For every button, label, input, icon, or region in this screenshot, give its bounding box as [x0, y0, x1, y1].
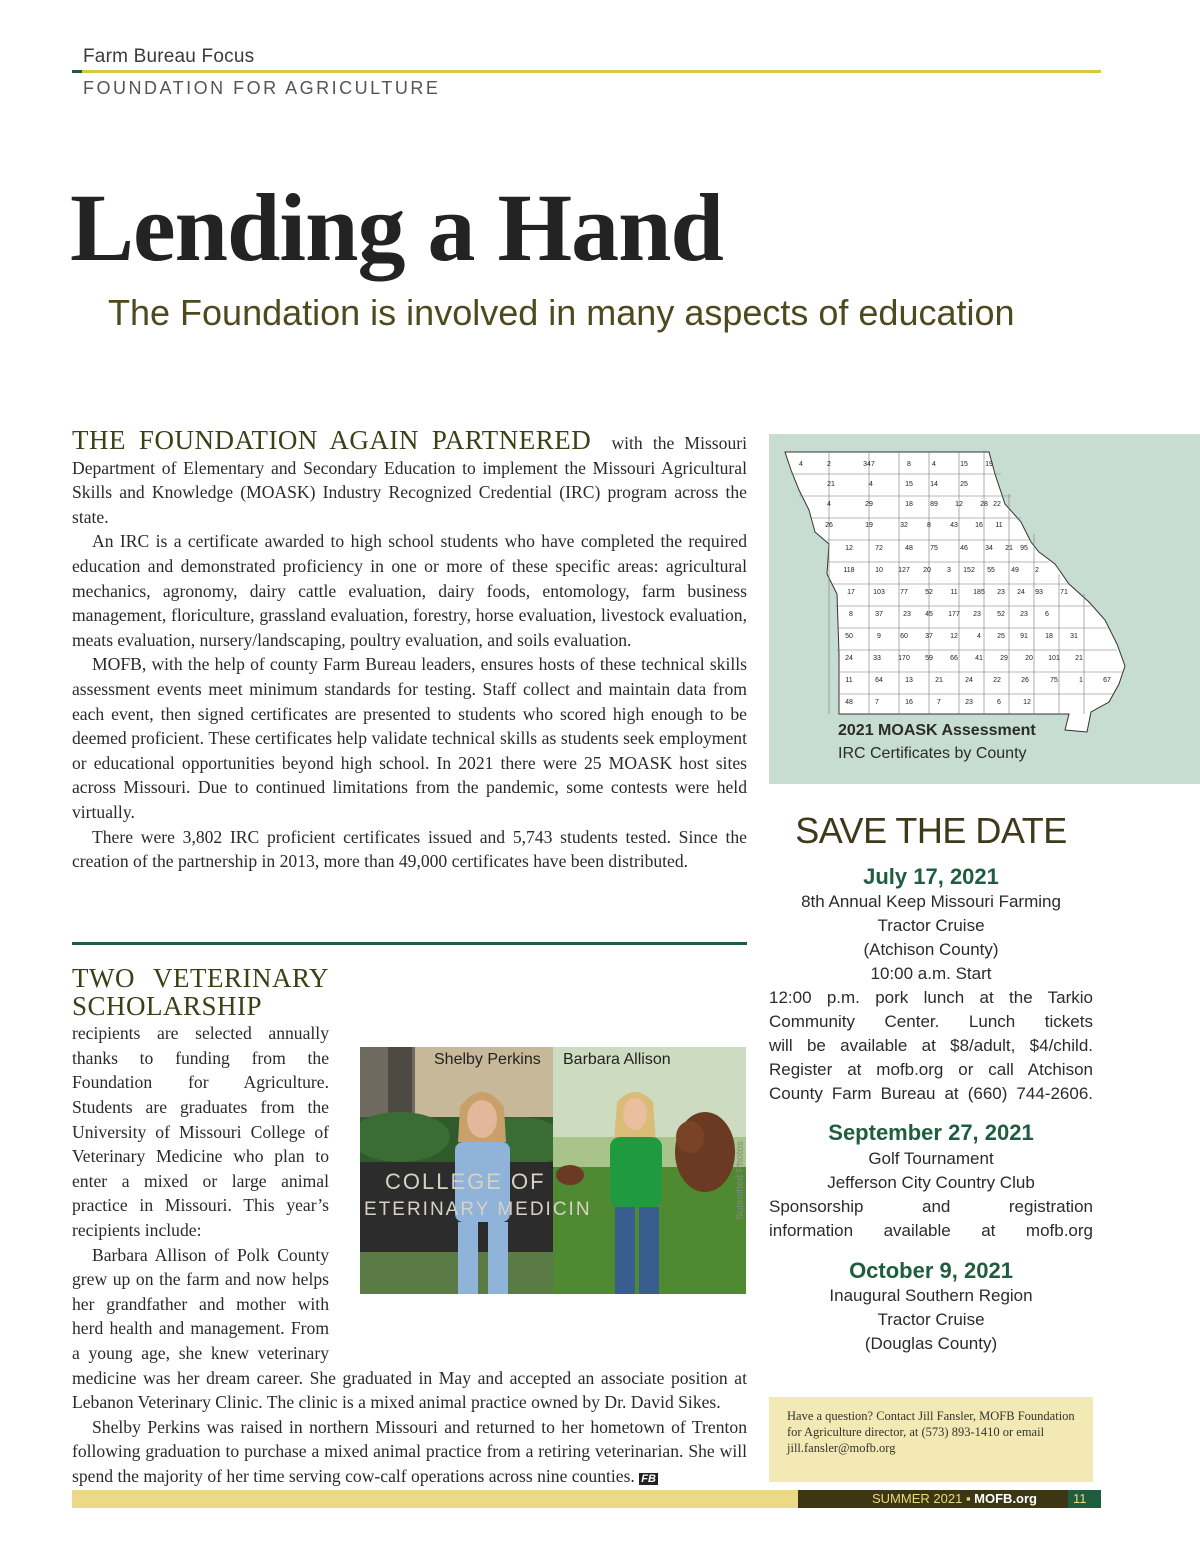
county-count: 25 — [997, 633, 1005, 640]
county-count: 8 — [907, 461, 911, 468]
county-count: 10 — [875, 567, 883, 574]
county-count: 66 — [950, 655, 958, 662]
event-2-details — [769, 1195, 1093, 1243]
paragraph — [72, 425, 747, 529]
county-count: 24 — [845, 655, 853, 662]
event-3-line: Inaugural Southern Region — [829, 1286, 1033, 1305]
sign-text-line1: COLLEGE OF — [385, 1169, 546, 1194]
county-count: 8 — [849, 611, 853, 618]
sign-text-line2: ETERINARY MEDICIN — [364, 1199, 592, 1220]
county-count: 118 — [843, 567, 855, 574]
event-3-line: (Douglas County) — [864, 1334, 998, 1353]
county-count: 72 — [875, 545, 883, 552]
paragraph-text: with the Missouri Department of Elementary and Secondary Education to implement the Missouri Agricultural Skills and Knowledge (MOASK) Industry Recognized Credential (IRC) program across the state. — [72, 433, 747, 527]
county-count: 60 — [900, 633, 908, 640]
lead-in: TWO VETERINARY SCHOLARSHIP — [72, 963, 329, 1021]
county-count: 2 — [827, 461, 831, 468]
county-count: 48 — [845, 699, 853, 706]
county-count: 6 — [997, 699, 1001, 706]
paragraph: An IRC is a certificate awarded to high school students who have completed the required education and demonstrated proficiency in one or more of these specific areas: agricultural mechanics, agronomy, dairy cattle evaluation, dairy foods, entomology, farm business management, floriculture, grassland evaluation, forestry, horse evaluation, livestock evaluation, meats evaluation, nursery/landscaping, poultry evaluation, and soils evaluation. — [72, 531, 747, 650]
county-count: 25 — [960, 481, 968, 488]
article-title: Lending a Hand — [70, 174, 723, 281]
event-1-date: July 17, 2021 — [863, 864, 999, 889]
county-count: 22 — [993, 677, 1001, 684]
county-count: 152 — [963, 567, 975, 574]
county-count: 29 — [865, 501, 873, 508]
end-mark-icon: FB — [641, 1472, 656, 1485]
county-count: 11 — [845, 677, 853, 684]
event-1-detail-line: will be available at $8/adult, $4/child. — [769, 1036, 1093, 1055]
contact-box — [769, 1397, 1093, 1482]
county-count: 22 — [993, 501, 1001, 508]
event-1-detail-line: 12:00 p.m. pork lunch at the Tarkio — [769, 988, 1093, 1007]
footer-site-link[interactable]: MOFB.org — [974, 1491, 1037, 1506]
section-divider — [72, 942, 747, 945]
county-count: 75 — [930, 545, 938, 552]
county-count: 8 — [927, 522, 931, 529]
scholarship-photo — [360, 1047, 746, 1294]
county-count: 9 — [877, 633, 881, 640]
county-count: 71 — [1060, 589, 1068, 596]
county-count: 15 — [905, 481, 913, 488]
paragraph: There were 3,802 IRC proficient certificates issued and 5,743 students tested. Since the creation of the partnership in 2013, more than 49,000 certificates have been distributed. — [72, 826, 747, 872]
county-count: 101 — [1048, 655, 1060, 662]
county-count: 55 — [987, 567, 995, 574]
county-count: 12 — [1023, 699, 1031, 706]
county-count: 2 — [1035, 567, 1039, 574]
header-rule — [72, 70, 1101, 73]
county-count: 24 — [1017, 589, 1025, 596]
county-count: 49 — [1011, 567, 1019, 574]
section-label: FOUNDATION FOR AGRICULTURE — [83, 78, 441, 98]
map-caption-subtitle: IRC Certificates by County — [838, 745, 1027, 762]
county-count: 13 — [905, 677, 913, 684]
county-count: 77 — [900, 589, 908, 596]
county-count: 12 — [955, 501, 963, 508]
county-count: 7 — [875, 699, 879, 706]
county-count: 64 — [875, 677, 883, 684]
paragraph-text: recipients are selected annually thanks to funding from the Foundation for Agriculture. Students are graduates from the University of Missouri College of Veterinary Medicine who plan to enter a mixed or large animal practice in Missouri. This year’s recipients include: — [72, 1023, 329, 1240]
county-count: 4 — [977, 633, 981, 640]
county-count: 1 — [1079, 677, 1083, 684]
county-count: 26 — [825, 522, 833, 529]
photo-label-left: Shelby Perkins — [434, 1051, 541, 1068]
county-count: 33 — [873, 655, 881, 662]
county-count: 3 — [947, 567, 951, 574]
county-count: 347 — [863, 461, 875, 468]
county-count: 75 — [1050, 677, 1058, 684]
event-1-detail-line: Register at mofb.org or call Atchison — [769, 1060, 1093, 1079]
map-caption-title: 2021 MOASK Assessment — [838, 722, 1036, 739]
event-3-line: Tractor Cruise — [877, 1310, 985, 1329]
county-count: 185 — [973, 589, 985, 596]
county-count: 29 — [1000, 655, 1008, 662]
county-count: 95 — [1020, 545, 1028, 552]
county-count: 48 — [905, 545, 913, 552]
event-1-detail-line: County Farm Bureau at (660) 744-2606. — [769, 1084, 1093, 1103]
county-count: 45 — [925, 611, 933, 618]
county-count: 23 — [1020, 611, 1028, 618]
county-count: 50 — [845, 633, 853, 640]
county-count: 59 — [925, 655, 933, 662]
paragraph: MOFB, with the help of county Farm Bureau leaders, ensures hosts of these technical skills assessment events meet minimum standards for testing. Staff collect and maintain data from each event, then signed certificates are presented to students who scored high enough to be deemed proficient. These certificates help validate technical skills as students seek employment or educational opportunities beyond high school. In 2021 there were 25 MOASK host sites across Missouri. Due to continued limitations from the pandemic, some contests were held virtually. — [72, 654, 747, 822]
event-1-line: 10:00 a.m. Start — [870, 964, 992, 983]
event-3-date: October 9, 2021 — [849, 1258, 1013, 1283]
county-count: 21 — [935, 677, 943, 684]
county-count: 4 — [869, 481, 873, 488]
lead-in: THE FOUNDATION AGAIN PARTNERED — [72, 425, 592, 455]
county-count: 103 — [873, 589, 885, 596]
county-count: 19 — [865, 522, 873, 529]
event-2-line: Golf Tournament — [868, 1149, 994, 1168]
county-count: 21 — [1005, 545, 1013, 552]
county-count: 52 — [997, 611, 1005, 618]
county-count: 20 — [923, 567, 931, 574]
article-section-moask — [72, 425, 747, 874]
county-count: 127 — [898, 567, 910, 574]
paragraph-text: Shelby Perkins was raised in northern Missouri and returned to her hometown of Trenton following graduation to purchase a mixed animal practice from a retiring veterinarian. She will spend the majority of her time serving cow-calf operations across nine counties. — [72, 1416, 747, 1486]
county-count: 37 — [875, 611, 883, 618]
footer-separator: ▪ — [965, 1491, 971, 1506]
county-count: 16 — [975, 522, 983, 529]
county-count: 12 — [950, 633, 958, 640]
footer-issue-label: SUMMER 2021 — [872, 1491, 963, 1506]
article-subtitle: The Foundation is involved in many aspects of education — [108, 292, 1015, 333]
county-count: 34 — [985, 545, 993, 552]
county-count: 6 — [1045, 611, 1049, 618]
county-count: 4 — [932, 461, 936, 468]
county-count: 18 — [905, 501, 913, 508]
county-count: 23 — [965, 699, 973, 706]
county-count: 16 — [905, 699, 913, 706]
county-count: 21 — [827, 481, 835, 488]
county-count: 20 — [1025, 655, 1033, 662]
county-count: 11 — [950, 589, 958, 596]
county-count: 91 — [1020, 633, 1028, 640]
county-count: 43 — [950, 522, 958, 529]
county-count: 7 — [937, 699, 941, 706]
county-count: 17 — [847, 589, 855, 596]
county-count: 19 — [985, 461, 993, 468]
county-count: 23 — [997, 589, 1005, 596]
county-count: 15 — [960, 461, 968, 468]
county-count: 12 — [845, 545, 853, 552]
county-count: 31 — [1070, 633, 1078, 640]
county-count: 41 — [975, 655, 983, 662]
save-the-date-heading: SAVE THE DATE — [795, 810, 1067, 851]
county-count: 52 — [925, 589, 933, 596]
paragraph — [72, 1415, 747, 1492]
header-rule-accent — [72, 70, 82, 73]
photo-credit: Submitted Photos — [735, 1141, 746, 1220]
county-count: 37 — [925, 633, 933, 640]
event-2-date: September 27, 2021 — [828, 1120, 1034, 1145]
county-count: 14 — [930, 481, 938, 488]
county-count: 93 — [1035, 589, 1043, 596]
photo-label-right: Barbara Allison — [563, 1051, 671, 1068]
event-1-line: 8th Annual Keep Missouri Farming — [801, 892, 1061, 911]
county-count: 23 — [903, 611, 911, 618]
county-count: 28 — [980, 501, 988, 508]
county-count: 11 — [995, 522, 1003, 529]
county-count: 4 — [827, 501, 831, 508]
county-count: 18 — [1045, 633, 1053, 640]
county-count: 24 — [965, 677, 973, 684]
footer-issue — [872, 1491, 1037, 1506]
county-count: 67 — [1103, 677, 1111, 684]
county-count: 21 — [1075, 655, 1083, 662]
event-2-detail-line: information available at mofb.org — [769, 1221, 1093, 1240]
event-2-line: Jefferson City Country Club — [827, 1173, 1035, 1192]
paragraph: Barbara Allison of Polk County grew up on the farm and now helps her grandfather and mother with herd health and management. From a young age, she knew veterinary medicine was her dream career. She graduated in May and accepted an associate position at Lebanon Veterinary Clinic. The clinic is a mixed animal practice owned by Dr. David Sikes. — [72, 1244, 747, 1413]
county-count: 23 — [973, 611, 981, 618]
event-2-detail-line: Sponsorship and registration — [769, 1197, 1093, 1216]
event-1-details — [769, 986, 1093, 1106]
event-1-line: Tractor Cruise — [877, 916, 985, 935]
county-count: 26 — [1021, 677, 1029, 684]
page-number: 11 — [1073, 1491, 1087, 1506]
county-count: 177 — [948, 611, 960, 618]
county-count: 46 — [960, 545, 968, 552]
event-1-line: (Atchison County) — [863, 940, 999, 959]
county-count: 4 — [799, 461, 803, 468]
publication-kicker: Farm Bureau Focus — [83, 46, 255, 67]
contact-text: Have a question? Contact Jill Fansler, MOFB Foundation for Agriculture director, at (573) 893-1410 or email jill.fansler@mofb.org — [787, 1409, 1075, 1455]
county-count: 32 — [900, 522, 908, 529]
county-count: 170 — [898, 655, 910, 662]
event-1-detail-line: Community Center. Lunch tickets — [769, 1012, 1093, 1031]
county-count: 89 — [930, 501, 938, 508]
